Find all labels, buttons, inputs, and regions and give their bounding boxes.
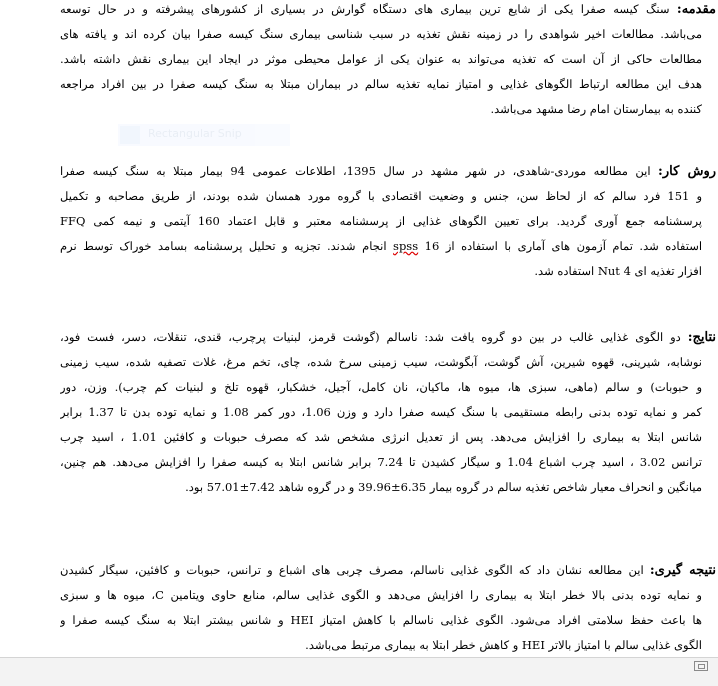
intro-line-1: مقدمه: سنگ کیسه صفرا یکی از شایع ترین بیماری های دستگاه گوارش در بسیاری از کشورهای پیشرفته و در حال توسعه xyxy=(60,2,716,17)
conclusion-line-3: ها باعث حفظ سلامتی افراد می‌شود. الگوی غذایی ناسالم با کاهش امتیاز HEI و شانس بیشتر ابتلا به سنگ کیسه صفرا و xyxy=(60,613,702,627)
methods-line-4: استفاده شد. تمام آزمون های آماری با استفاده از 16 spss انجام شدند. تجزیه و تحلیل پرسشنامه بسامد خوراک توسط نرم xyxy=(60,239,703,253)
results-label: نتایج: xyxy=(687,330,716,345)
snip-label: Rectangular Snip xyxy=(148,127,242,140)
intro-line-2: می‌باشد. مطالعات اخیر شواهدی را در زمینه نقش تغذیه در سبب شناسی بیماری سنگ کیسه صفرا بیان کرده اند و یافته های xyxy=(60,27,702,41)
intro-line-4: هدف این مطالعه ارتباط الگوهای غذایی و امتیاز نمایه تغذیه سالم در بیماران مبتلا به سنگ کیسه صفرا در بین افراد مراجعه xyxy=(60,77,702,91)
conclusion-line-2: و نمایه توده بدنی بالا خطر ابتلا به بیماری را افزایش می‌دهد و الگوی غذایی سالم، منابع حاوی ویتامین C، میوه ها و سبزی xyxy=(60,588,702,602)
results-line-4: کمر و نمایه توده بدنی رابطه مستقیمی با سنگ کیسه صفرا دارد و وزن 1.06، دور کمر 1.08 و نمایه توده بدن تا 1.37 برابر xyxy=(60,405,702,419)
results-paragraph xyxy=(60,325,716,500)
intro-label: مقدمه: xyxy=(676,2,716,17)
intro-line-3: مطالعات حاکی از آن است که تغذیه می‌تواند به عنوان یکی از عوامل محیطی موثر در ایجاد این بیماری نقش داشته باشد. xyxy=(60,52,702,66)
rectangular-snip-overlay[interactable] xyxy=(118,124,290,146)
results-line-3: و حبوبات) و سالم (ماهی، سبزی ها، میوه ها، ماکیان، نان کامل، آجیل، خشکبار، قهوه تلخ و لبنیات کم چرب). وزن، دور xyxy=(60,380,702,394)
methods-label: روش کار: xyxy=(658,164,716,179)
results-line-2: نوشابه، شیرینی، قهوه شیرین، آش گوشت، آبگوشت، سیب زمینی سرخ شده، چای، تخم مرغ، غلات تصفیه شده، سیب زمینی xyxy=(60,355,702,369)
results-line-1: نتایج: دو الگوی غذایی غالب در بین دو گروه یافت شد: ناسالم (گوشت قرمز، لبنیات پرچرب، قندی، تنقلات، دسر، فست فود، xyxy=(60,330,716,345)
results-line-5: شانس ابتلا به بیماری را افزایش می‌دهد. پس از تعدیل انرژی مشخص شد که مصرف حبوبات و کافئین 1.01 ، اسید چرب xyxy=(60,430,702,444)
methods-line-3: پرسشنامه جمع آوری گردید. برای تعیین الگوهای غذایی از پرسشنامه معتبر و قابل اعتماد 160 آیتمی و نیمه کمی FFQ xyxy=(60,214,702,228)
status-bar xyxy=(0,657,718,686)
intro-line-5: کننده به بیمارستان امام رضا مشهد می‌باشد. xyxy=(490,102,702,116)
intro-paragraph xyxy=(60,0,716,122)
layout-icon[interactable] xyxy=(694,661,708,671)
methods-line-2: و 151 فرد سالم که از لحاظ سن، جنس و وضعیت اقتصادی با گروه مورد همسان شده بودند، از طریق مصاحبه و تکمیل xyxy=(60,189,702,203)
results-line-7: میانگین و انحراف معیار شاخص تغذیه سالم در گروه بیمار 6.35±39.96 و در گروه شاهد 7.42±57.01 بود. xyxy=(185,480,702,494)
conclusion-paragraph xyxy=(60,558,716,658)
conclusion-line-4: الگوی غذایی سالم با امتیاز بالاتر HEI و کاهش خطر ابتلا به بیماری مرتبط می‌باشد. xyxy=(305,638,702,652)
snip-mode-icon xyxy=(120,126,140,144)
methods-paragraph xyxy=(60,159,716,284)
document-page xyxy=(60,0,716,656)
conclusion-label: نتیجه گیری: xyxy=(649,563,716,578)
spellcheck-word[interactable]: spss xyxy=(393,239,419,253)
methods-line-5: افزار تغذیه ای Nut 4 استفاده شد. xyxy=(534,264,702,278)
results-line-6: ترانس 3.02 ، اسید چرب اشباع 1.04 و سیگار کشیدن تا 7.24 برابر شانس ابتلا به کیسه صفرا را افزایش می‌دهد. هم چنین، xyxy=(60,455,702,469)
methods-line-1: روش کار: این مطالعه موردی-شاهدی، در شهر مشهد در سال 1395، اطلاعات عمومی 94 بیمار مبتلا به سنگ کیسه صفرا xyxy=(60,164,716,179)
conclusion-line-1: نتیجه گیری: این مطالعه نشان داد که الگوی غذایی ناسالم، مصرف چربی های اشباع و ترانس، حبوبات و کافئین، سیگار کشیدن xyxy=(60,563,716,578)
